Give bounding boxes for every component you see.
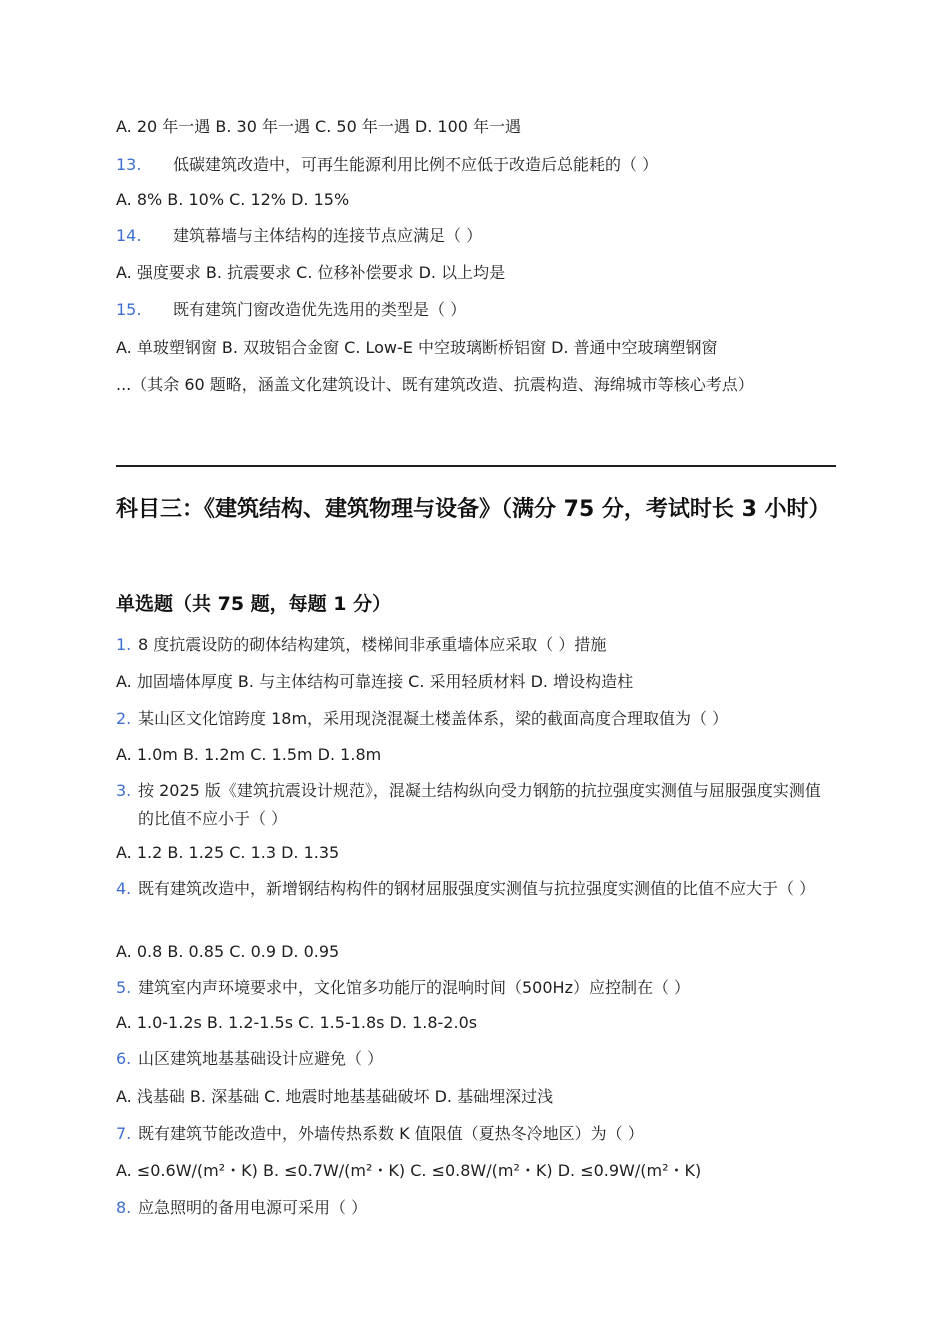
question-number: 1. bbox=[116, 635, 132, 654]
q5-options: A. 1.0-1.2s B. 1.2-1.5s C. 1.5-1.8s D. 1.8-2.0s bbox=[116, 1013, 478, 1032]
q3-options: A. 1.2 B. 1.25 C. 1.3 D. 1.35 bbox=[116, 843, 340, 862]
question-15 bbox=[116, 300, 836, 320]
q6-options: A. 浅基础 B. 深基础 C. 地震时地基基础破坏 D. 基础埋深过浅 bbox=[116, 1087, 554, 1106]
question-14 bbox=[116, 226, 836, 246]
q1-options: A. 加固墙体厚度 B. 与主体结构可靠连接 C. 采用轻质材料 D. 增设构造柱 bbox=[116, 672, 634, 691]
q13-options: A. 8% B. 10% C. 12% D. 15% bbox=[116, 190, 350, 209]
question-4 bbox=[116, 875, 836, 903]
question-3 bbox=[116, 777, 836, 833]
section-divider bbox=[116, 465, 836, 467]
omitted-note: ...（其余 60 题略，涵盖文化建筑设计、既有建筑改造、抗震构造、海绵城市等核心考点） bbox=[116, 375, 754, 394]
question-6 bbox=[116, 1049, 836, 1069]
q2-options: A. 1.0m B. 1.2m C. 1.5m D. 1.8m bbox=[116, 745, 382, 764]
question-text: 低碳建筑改造中，可再生能源利用比例不应低于改造后总能耗的（ ） bbox=[173, 155, 659, 174]
question-7 bbox=[116, 1124, 836, 1144]
subject-title: 科目三：《建筑结构、建筑物理与设备》（满分 75 分，考试时长 3 小时） bbox=[116, 497, 831, 522]
question-number: 5. bbox=[116, 978, 132, 997]
q7-options: A. ≤0.6W/(m²・K) B. ≤0.7W/(m²・K) C. ≤0.8W/(m²・K) D. ≤0.9W/(m²・K) bbox=[116, 1161, 702, 1180]
section-title: 单选题（共 75 题，每题 1 分） bbox=[116, 593, 392, 615]
question-number: 7. bbox=[116, 1124, 132, 1143]
question-5 bbox=[116, 978, 836, 998]
question-number: 15. bbox=[116, 300, 142, 319]
question-number: 8. bbox=[116, 1198, 132, 1217]
question-number: 2. bbox=[116, 709, 132, 728]
question-text: 建筑幕墙与主体结构的连接节点应满足（ ） bbox=[173, 226, 483, 245]
question-text: 某山区文化馆跨度 18m，采用现浇混凝土楼盖体系，梁的截面高度合理取值为（ ） bbox=[138, 709, 729, 728]
q4-options: A. 0.8 B. 0.85 C. 0.9 D. 0.95 bbox=[116, 942, 340, 961]
question-text: 建筑室内声环境要求中，文化馆多功能厅的混响时间（500Hz）应控制在（ ） bbox=[138, 978, 691, 997]
question-text: 应急照明的备用电源可采用（ ） bbox=[138, 1198, 368, 1217]
question-text: 既有建筑改造中，新增钢结构构件的钢材屈服强度实测值与抗拉强度实测值的比值不应大于（ ） bbox=[138, 879, 816, 898]
question-1 bbox=[116, 635, 836, 655]
question-13 bbox=[116, 155, 836, 175]
question-text: 山区建筑地基基础设计应避免（ ） bbox=[138, 1049, 384, 1068]
q14-options: A. 强度要求 B. 抗震要求 C. 位移补偿要求 D. 以上均是 bbox=[116, 263, 506, 282]
question-text: 按 2025 版《建筑抗震设计规范》，混凝土结构纵向受力钢筋的抗拉强度实测值与屈服强度实测值的比值不应小于（ ） bbox=[138, 781, 821, 828]
question-number: 3. bbox=[116, 781, 132, 800]
question-8 bbox=[116, 1198, 836, 1218]
question-text: 既有建筑节能改造中，外墙传热系数 K 值限值（夏热冬冷地区）为（ ） bbox=[138, 1124, 644, 1143]
question-number: 14. bbox=[116, 226, 142, 245]
question-number: 4. bbox=[116, 879, 132, 898]
q15-options: A. 单玻塑钢窗 B. 双玻铝合金窗 C. Low-E 中空玻璃断桥铝窗 D. 普通中空玻璃塑钢窗 bbox=[116, 338, 718, 357]
q12-options: A. 20 年一遇 B. 30 年一遇 C. 50 年一遇 D. 100 年一遇 bbox=[116, 117, 522, 136]
question-number: 6. bbox=[116, 1049, 132, 1068]
question-text: 既有建筑门窗改造优先选用的类型是（ ） bbox=[173, 300, 467, 319]
question-2 bbox=[116, 709, 836, 729]
question-text: 8 度抗震设防的砌体结构建筑，楼梯间非承重墙体应采取（ ）措施 bbox=[138, 635, 607, 654]
question-number: 13. bbox=[116, 155, 142, 174]
